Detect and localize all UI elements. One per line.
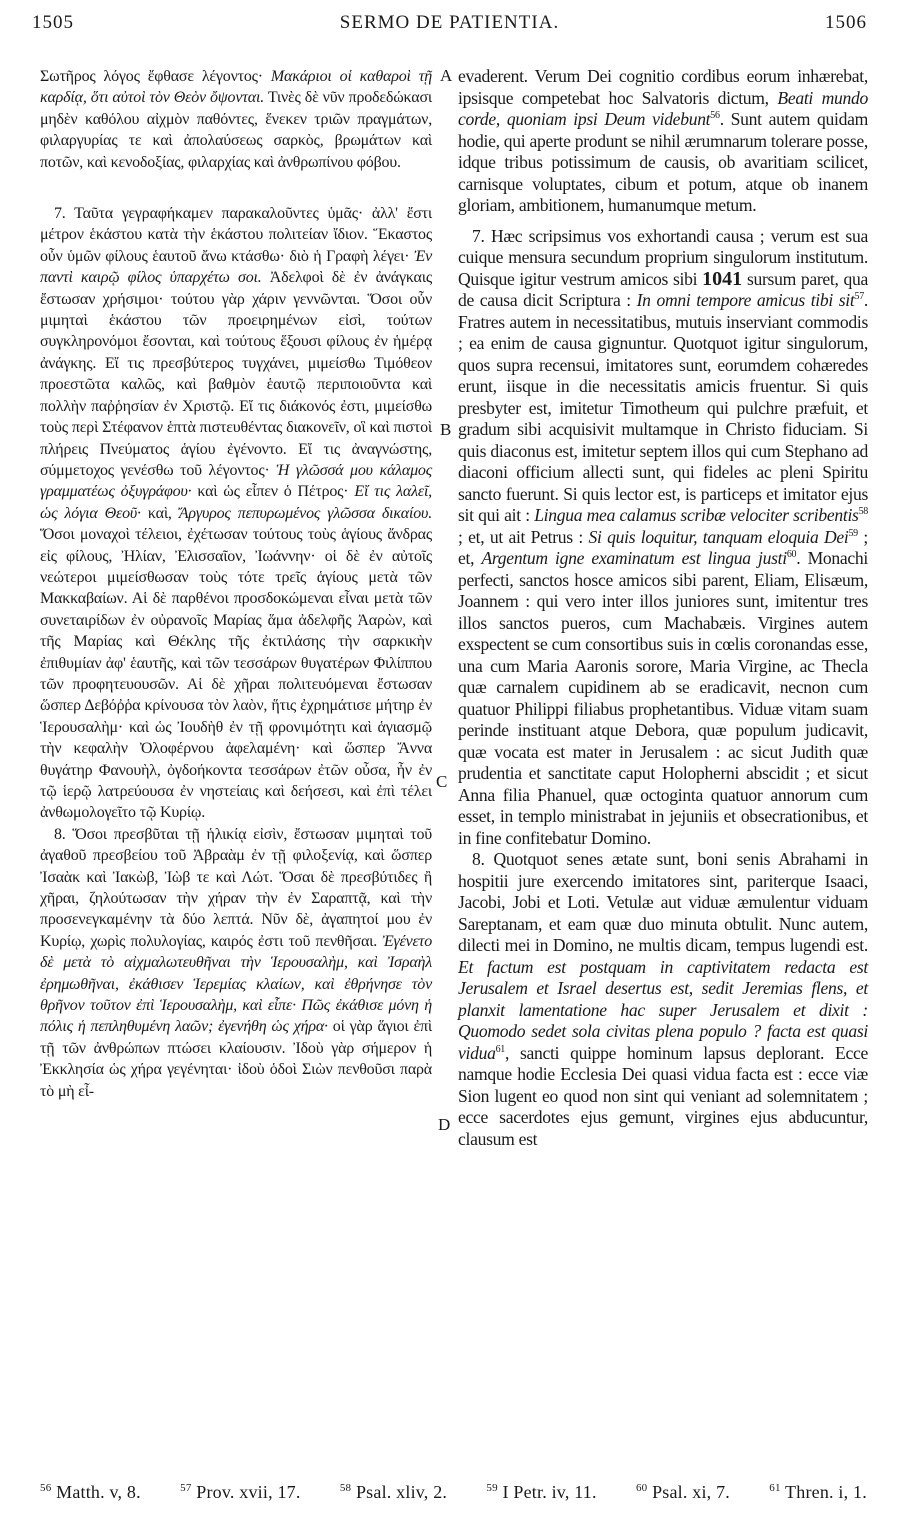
- greek-paragraph-1: Σωτῆρος λόγος ἔφθασε λέγοντος· Μακάριοι οἱ καθαροὶ τῇ καρδίᾳ, ὅτι αὐτοὶ τὸν Θεὸν ὄψονται. Τινὲς δὲ νῦν προδεδώκασι μηδὲν καθόλου αἰχμὸν παθόντες, ἕνεκεν τριῶν πραγμάτων, φιλαργυρίας τε καὶ ἀπολαύσεως σαρκὸς, βρωμάτων καὶ ποτῶν, καὶ κενοδοξίας, φιλαρχίας καὶ ἀνθρωπίνου φόβου.: [40, 68, 432, 171]
- page-number-left: 1505: [32, 12, 74, 33]
- margin-letter-c: C: [436, 772, 448, 791]
- latin-paragraph-8: 8. Quotquot senes ætate sunt, boni senis Abrahami in hospitii jure exercendo imitatores sint, pariterque Isaaci, Jacobi, Jobi et Loti. Vetulæ aut viduæ æmulentur viduam Sareptanam, et eam quæ duo minuta obtulit. Nunc autem, dilecti mei in Domino, ne multis dicam, tempus lugendi est. Et factum est postquam in captivitatem redacta est Jerusalem et Israel desertus est, sedit Jeremias flens, et planxit lamentatione hac super Jerusalem et dixit : Quomodo sedet sola civitas plena populo ? facta est quasi vidua$^{61}$, sancti quippe hominum lapsus deplorant. Ecce namque hodie Ecclesia Dei quasi vidua facta est : ecce viæ Sion lugent eo quod non sint qui veniant ad solemnitatem ; ecce sacerdotes ejus gemunt, virgines ejus abducuntur, clausum est: [458, 849, 868, 1149]
- greek-column: [40, 66, 432, 1102]
- footnotes: [40, 1482, 867, 1512]
- footnote-item: $^{56}$ Matth. v, 8.: [40, 1482, 141, 1502]
- footnote-item: $^{61}$ Thren. i, 1.: [769, 1482, 867, 1502]
- page-number-right: 1506: [825, 12, 867, 33]
- footnote-ref: 56: [710, 110, 720, 122]
- margin-letter-b: B: [440, 420, 452, 439]
- footnote-ref: 58: [858, 506, 868, 518]
- running-title: SERMO DE PATIENTIA.: [339, 12, 560, 33]
- margin-letter-d: D: [438, 1115, 451, 1134]
- latin-column: [458, 66, 868, 1150]
- footnote-ref: 60: [786, 549, 797, 561]
- footnote-item: $^{57}$ Prov. xvii, 17.: [180, 1482, 301, 1502]
- margin-letter-a: A: [440, 66, 453, 85]
- footnote-item: $^{58}$ Psal. xliv, 2.: [339, 1482, 448, 1502]
- greek-paragraph-7: 7. Ταῦτα γεγραφήκαμεν παρακαλοῦντες ὑμᾶς· ἀλλ' ἔστι μέτρον ἑκάστου κατὰ τὴν ἑκάστου πολιτείαν ἴδιον. Ἕκαστος οὖν ὑμῶν φίλους ἑαυτοῦ ἄνω κτάσθω· διὸ ἡ Γραφὴ λέγει· Ἐν παντὶ καιρῷ φίλος ὑπαρχέτω σοι. Ἀδελφοὶ δὲ ἐν ἀνάγκαις ἔστωσαν χρήσιμοι· τούτου γὰρ χάριν γεννῶνται. Ὅσοι οὖν μιμηταὶ ἑκάστου τῶν προειρημένων εἰσὶ, τούτων συγκληρονόμοι ἔσονται, καὶ τούτους ἕξουσι φίλους ἐν ἡμέρᾳ ἀνάγκης. Εἴ τις πρεσβύτερος τυγχάνει, μιμείσθω Τιμόθεον προεστῶτα καλῶς, καὶ βαθμὸν ἑαυτῷ περιποιοῦντα καὶ πολλὴν παῤῥησίαν ἐν Χριστῷ. Εἴ τις διάκονός ἐστι, μιμείσθω τοὺς περὶ Στέφανον ἑπτὰ πιστευθέντας διακονεῖν, οἳ καὶ πιστοὶ πλήρεις Πνεύματος ἁγίου ἐγένοντο. Εἴ τις ἀναγνώστης, σύμμετοχος γενέσθω τοῦ λέγοντος· Ἡ γλῶσσά μου κάλαμος γραμματέως ὀξυγράφου· καὶ ὡς εἶπεν ὁ Πέτρος· Εἴ τις λαλεῖ, ὡς λόγια Θεοῦ· καὶ, Ἄργυρος πεπυρωμένος γλῶσσα δικαίου. Ὅσοι μοναχοὶ τέλειοι, ἐχέτωσαν τούτους τοὺς ἁγίους ἄνδρας εἰς φίλους, Ἠλίαν, Ἐλισσαῖον, Ἰωάννην· οἱ δὲ ἐν αὐτοῖς νεώτεροι μιμείσθωσαν τοὺς τότε τρεῖς ἁγίους μετὰ τῶν Μακκαβαίων. Αἱ δὲ παρθένοι προσδοκώμεναι εἶναι μετὰ τῶν συνεταιρίδων ἐν οὐρανοῖς Μαρίας ἅμα ἀδελφῆς Ἀαρὼν, καὶ τῆς Μαρίας καὶ Θέκλης τῆς ἐκτιλάσης τὴν σαρκικὴν ἐπιθυμίαν ἀφ' ἑαυτῆς, καὶ τῶν τεσσάρων θυγατέρων Φιλίππου τῶν προφητευουσῶν. Αἱ δὲ χῆραι πολιτευόμεναι ἔστωσαν ὥσπερ Δεβόῤῥα κρίνουσα τὸν λαὸν, ἥτις ἐχρημάτισε μήτηρ ἐν Ἱερουσαλὴμ· καὶ ὡς Ἰουδὴθ ἐν τῇ φρονιμότητι καὶ ἁγιασμῷ τὴν κεφαλὴν Ὀλοφέρνου ἀφελαμένη· καὶ ὥσπερ Ἄννα θυγάτηρ Φανουὴλ, ὀγδοήκοντα τεσσάρων ἐτῶν οὖσα, ἦν ἐν τῷ ἱερῷ λατρεύουσα ἐν νηστείαις καὶ δεήσεσι, καὶ ἐπὶ τέλει ἀνθωμολογεῖτο τῷ Κυρίῳ.: [40, 205, 433, 822]
- latin-paragraph-1: evaderent. Verum Dei cognitio cordibus eorum inhærebat, ipsisque competebat hoc Salvatoris dictum, Beati mundo corde, quoniam ipsi Deum videbunt$^{56}$. Sunt autem quidam hodie, qui aperte produnt se nihil ærumnarum tolerare posse, idque tribus potissimum de causis, ob avaritiam scilicet, carnisque voluptates, cibum et potum, atque ob inanem gloriam, ambitionem, humanumque metum.: [458, 66, 869, 215]
- running-header: [32, 6, 867, 38]
- footnote-item: $^{59}$ I Petr. iv, 11.: [486, 1482, 597, 1502]
- footnote-ref: 57: [854, 291, 864, 303]
- footnote-ref: 61: [495, 1043, 505, 1055]
- footnote-item: $^{60}$ Psal. xi, 7.: [635, 1482, 730, 1502]
- latin-paragraph-7: 7. Hæc scripsimus vos exhortandi causa ; verum est sua cuique mensura secundum proprium singulorum institutum. Quisque igitur vestrum amicos sibi 1041 sursum paret, qua de causa dicit Scriptura : In omni tempore amicus tibi sit$^{57}$. Fratres autem in necessitatibus, mutuis inserviant commodis ; ea enim de causa gignuntur. Quotquot igitur singulorum, quos supra recensui, imitatores sunt, eorumdem cohæredes erunt, iisque in die necessitatis amicis fruentur. Si quis presbyter est, imitetur Timotheum qui pulchre præfuit, et gradum sibi acquisivit multamque in Christo fiduciam. Si quis diaconus est, imitetur septem illos qui cum Stephano ad diaconi officium allecti sunt, qui fideles ac pleni Spiritu sancto fuerunt. Si quis lector est, is particeps et imitator ejus sit qui ait : Lingua mea calamus scribæ velociter scribentis$^{58}$ ; et, ut ait Petrus : Si quis loquitur, tanquam eloquia Dei$^{59}$ ; et, Argentum igne examinatum est lingua justi$^{60}$. Monachi perfecti, sanctos hosce amicos sibi parent, Eliam, Elisæum, Joannem : qui vero inter illos juniores sunt, imitentur tres illos sanctos pueros, cum Machabæis. Virgines autem exspectent se cum consortibus suis in cœlis coronandas esse, una cum Maria Aaronis sorore, Maria Virgine, ac Thecla quæ carnalem cupidinem ab se eradicavit, necnon cum quatuor Philippi filiabus prophetantibus. Viduæ vitam suam perinde instituant atque Debora, quæ populum judicavit, quæ vocata est mater in Jerusalem : ac sicut Judith quæ prudentia et sanctitate caput Holopherni abscidit ; et sicut Anna filia Phanuel, quæ octoginta quatuor annorum cum esset, in templo ministrabat in jejuniis et obsecrationibus, et in fine confitebatur Domino.: [458, 225, 869, 848]
- greek-paragraph-8: 8. Ὅσοι πρεσβῦται τῇ ἡλικίᾳ εἰσὶν, ἔστωσαν μιμηταὶ τοῦ ἀγαθοῦ πρεσβείου τοῦ Ἀβραὰμ ἐν τῇ φιλοξενίᾳ, καὶ ὥσπερ Ἰσαὰκ καὶ Ἰακὼβ, Ἰὼβ τε καὶ Λώτ. Ὅσαι δὲ πρεσβύτιδες ἢ χῆραι, ζηλούτωσαν τὴν χήραν τὴν ἐν Σαραπτᾷ, καὶ τὴν προσενεγκαμένην τὰ δύο λεπτά. Νῦν δὲ, ἀγαπητοί μου ἐν Κυρίῳ, χωρὶς πολυλογίας, καιρός ἐστι τοῦ πενθῆσαι. Ἐγένετο δὲ μετὰ τὸ αἰχμαλωτευθῆναι τὴν Ἱερουσαλὴμ, καὶ Ἰσραὴλ ἐρημωθῆναι, ἐκάθισεν Ἱερεμίας κλαίων, καὶ ἐθρήνησε τὸν θρῆνον τοῦτον ἐπὶ Ἱερουσαλὴμ, καὶ εἶπε· Πῶς ἐκάθισε μόνη ἡ πόλις ἡ πεπληθυμένη λαῶν; ἐγενήθη ὡς χήρα· οἱ γὰρ ἅγιοι ἐπὶ τῇ τῶν ἀνθρώπων πτώσει κλαίουσιν. Ἰδοὺ γὰρ σήμερον ἡ Ἐκκλησία ὡς χήρα γεγένηται· ἰδοὺ ὁδοὶ Σιὼν πενθοῦσι παρὰ τὸ μὴ εἶ-: [40, 825, 432, 1100]
- column-number: 1041: [702, 267, 743, 290]
- footnote-ref: 59: [848, 527, 858, 539]
